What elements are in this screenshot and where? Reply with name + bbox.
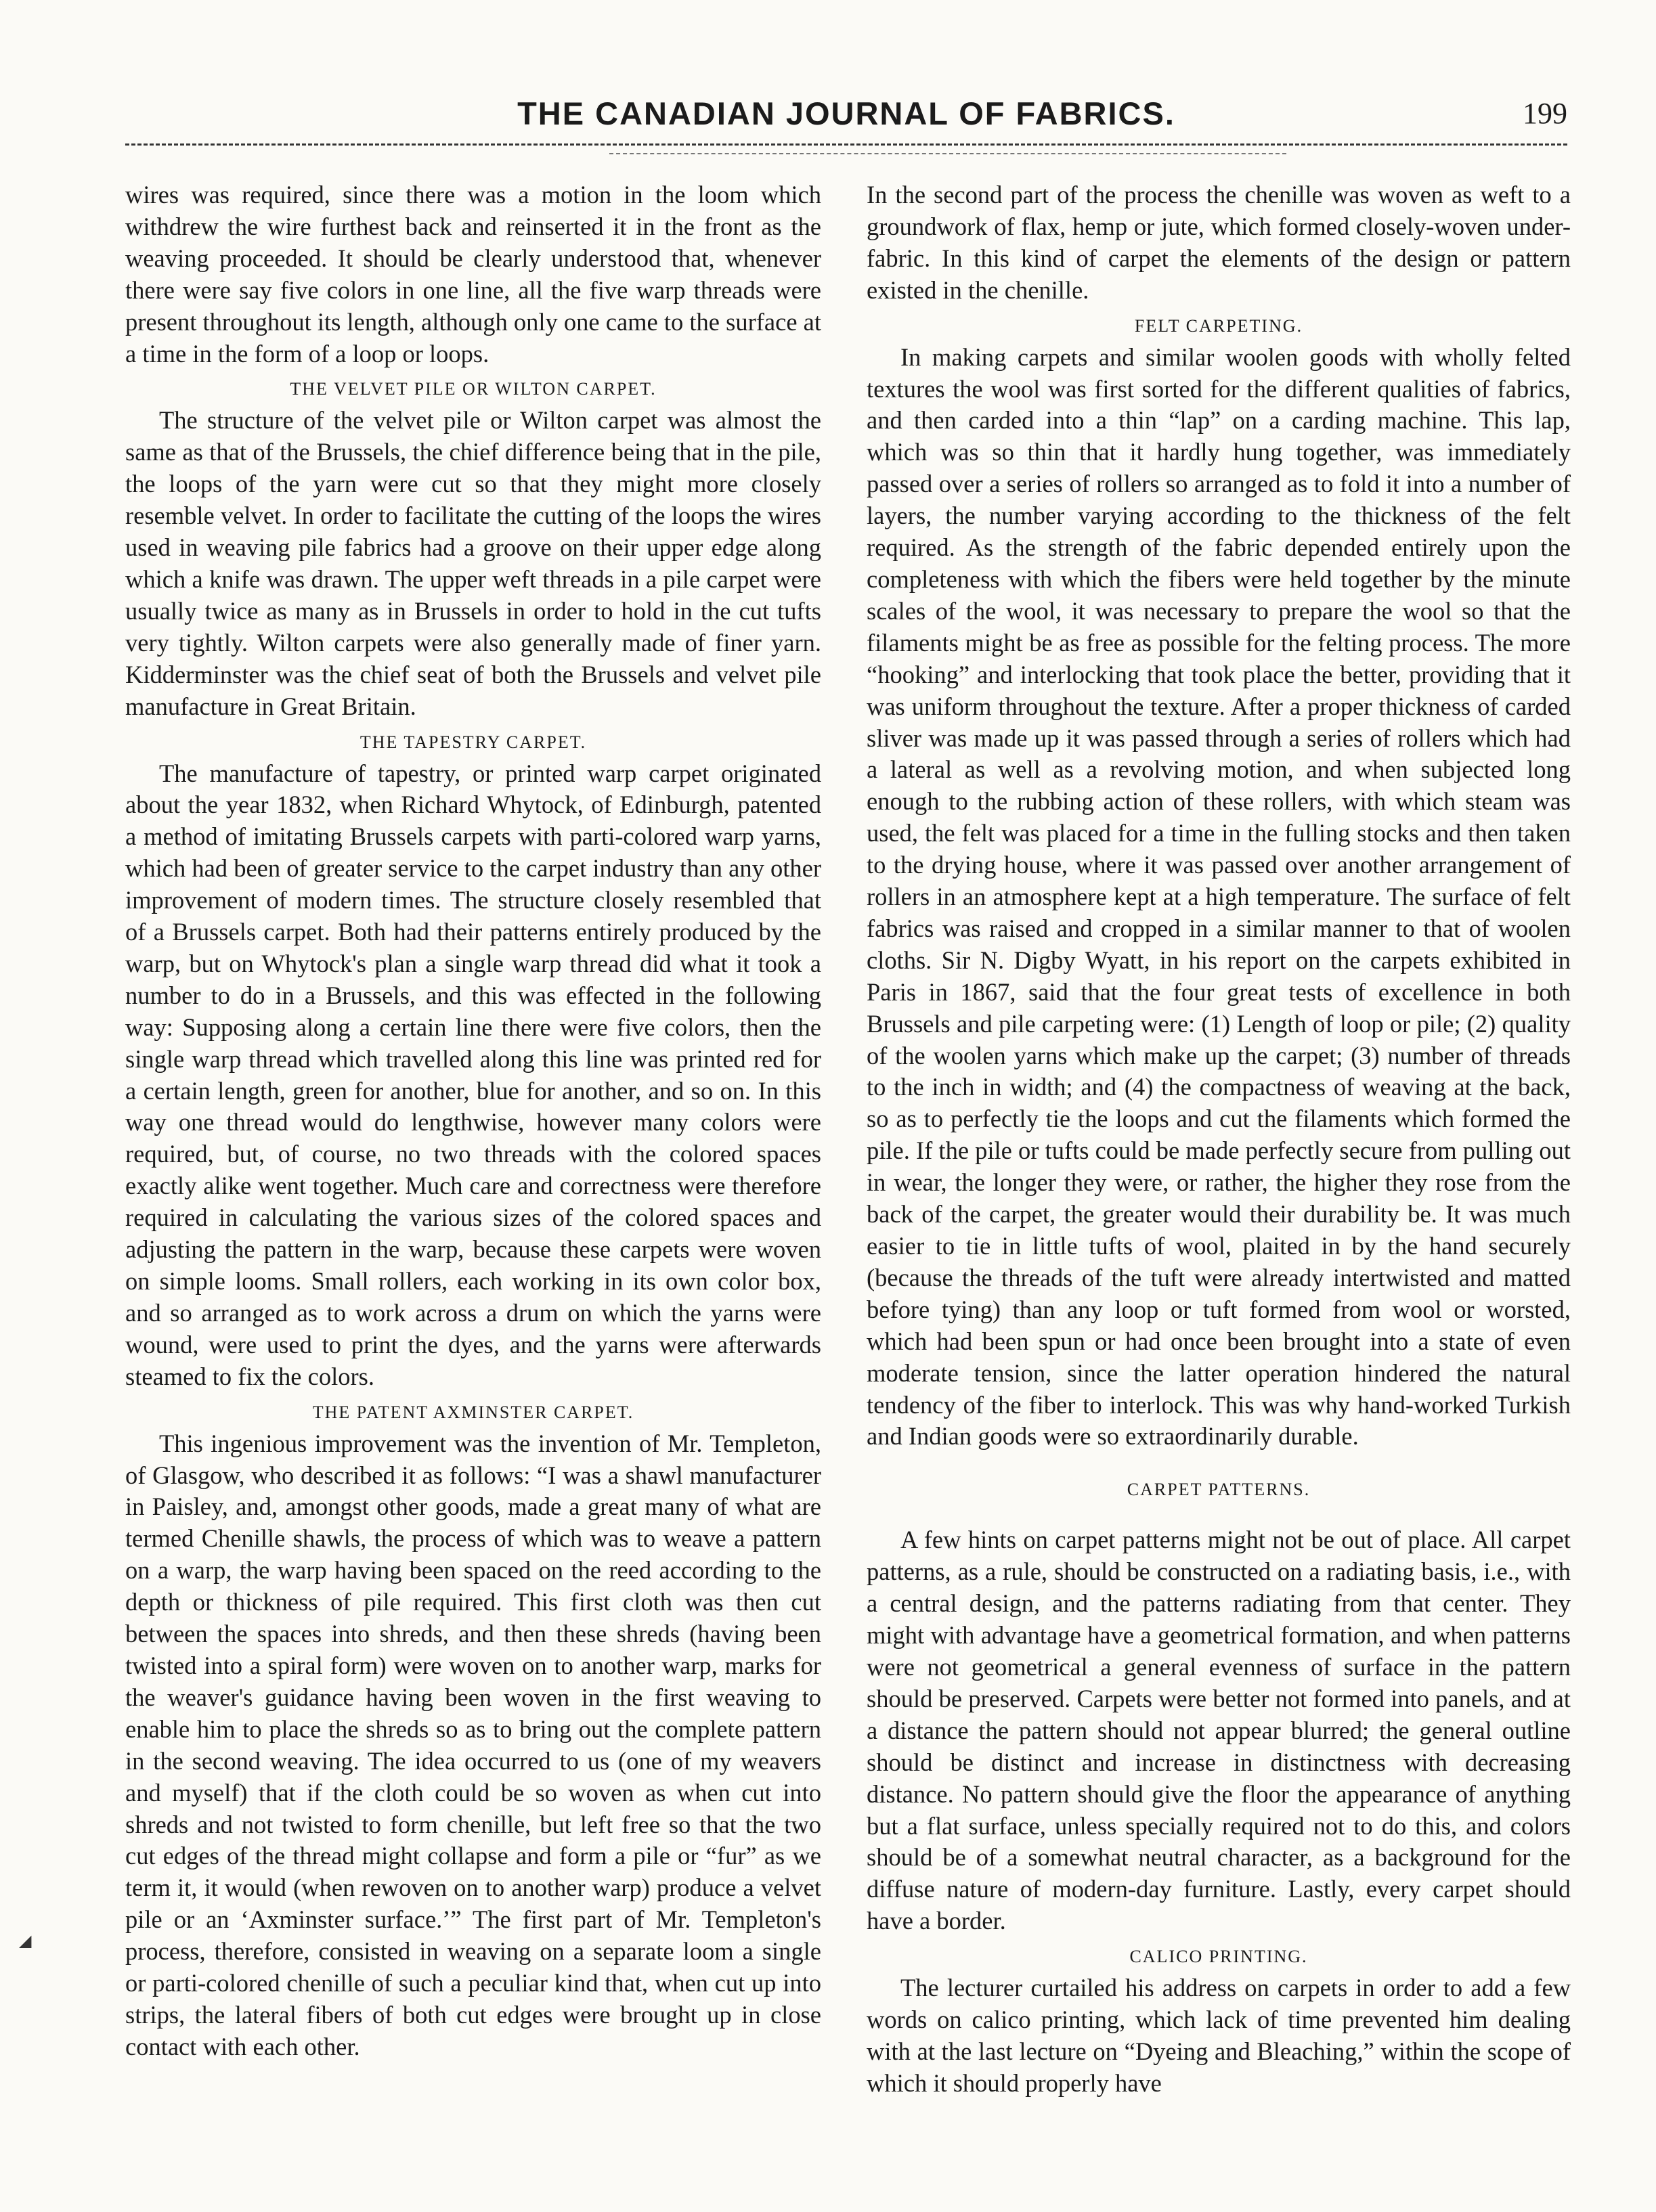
paragraph-intro: wires was required, since there was a motion in the loom which withdrew the wire furthest back and reinserted it in the front as the weaving proceeded. It should be clearly understood that, whenever there were say five colors in one line, all the five warp threads were present throughout its length, although only one came to the surface at a time in the form of a loop or loops. <box>125 181 821 368</box>
paragraph-felt-carpeting: In making carpets and similar woolen goods with wholly felted textures the wool was first sorted for the different qualities of fabrics, and then carded into a thin “lap” on a carding machine. This lap, which was so thin that it hardly hung together, was immediately passed over a series of rollers so arranged as to fold it into a number of layers, the number varying according to the thickness of the felt required. As the strength of the fabric depended entirely upon the completeness with which the fibers were held together by the minute scales of the wool, it was necessary to prepare the wool so that the filaments might be as free as possible for the felting process. The more “hooking” and interlocking that took place the better, providing that it was uniform throughout the texture. After a proper thickness of carded sliver was made up it was passed through a series of rollers which had a lateral as well as a revolving motion, and when subjected long enough to the rubbing action of these rollers, with which steam was used, the felt was placed for a time in the fulling stocks and then taken to the drying house, where it was passed over another arrangement of rollers in an atmosphere kept at a high temperature. The surface of felt fabrics was raised and cropped in a similar manner to that of woolen cloths. Sir N. Digby Wyatt, in his report on the carpets exhibited in Paris in 1867, said that the four great tests of excellence in both Brussels and pile carpeting were: (1) Length of loop or pile; (2) quality of the woolen yarns which make up the carpet; (3) number of threads to the inch in width; and (4) the compactness of weaving at the back, so as to perfectly tie the loops and cut the filaments which formed the pile. If the pile or tufts could be made perfectly secure from pulling out in wear, the longer they were, or rather, the higher they rose from the back of the carpet, the greater would their durability be. It was much easier to tie in little tufts of wool, plaited in by the hand securely (because the threads of the tuft were already intertwisted and matted before tying) than any loop or tuft formed from wool or worsted, which had been spun or had once been brought into a state of even moderate tension, since the latter operation hindered the natural tendency of the fiber to interlock. This was why hand-worked Turkish and Indian goods were so extraordinarily durable. <box>867 342 1571 1451</box>
header-rule <box>125 143 1567 146</box>
paragraph-velvet-pile: The structure of the velvet pile or Wilton carpet was almost the same as that of the Brussels, the chief difference being that in the pile, the loops of the yarn were cut so that they might more closely resemble velvet. In order to facilitate the cutting of the loops the wires used in weaving pile fabrics had a groove on their upper edge along which a knife was drawn. The upper weft threads in a pile carpet were usually twice as many as in Brussels in order to hold in the cut tufts very tightly. Wilton carpets were also generally made of finer yarn. Kidderminster was the chief seat of both the Brussels and velvet pile manufacture in Great Britain. <box>125 406 821 720</box>
paragraph-tapestry: The manufacture of tapestry, or printed warp carpet originated about the year 1832, when Richard Whytock, of Edinburgh, patented a method of imitating Brussels carpets with parti-colored warp yarns, which had been of greater service to the carpet industry than any other improvement of modern times. The structure closely resembled that of a Brussels carpet. Both had their patterns entirely produced by the warp, but on Whytock's plan a single warp thread did what it took a number to do in a Brussels, and this was effected in the following way: Supposing along a certain line there were five colors, then the single warp thread which travelled along this line was printed red for a certain length, green for another, blue for another, and so on. In this way one thread would do lengthwise, however many colors were required, but, of course, no two threads with the colored spaces exactly alike went together. Much care and correctness were therefore required in calculating the various sizes of the colored spaces and adjusting the pattern in the warp, because these carpets were woven on simple looms. Small rollers, each working in its own color box, and so arranged as to work across a drum on which the yarns were wound, were used to print the dyes, and the yarns were afterwards steamed to fix the colors. <box>125 759 821 1390</box>
heading-calico-printing: CALICO PRINTING. <box>1129 1947 1308 1967</box>
heading-tapestry: THE TAPESTRY CARPET. <box>359 732 587 752</box>
paragraph-calico-printing: The lecturer curtailed his address on carpets in order to add a few words on calico printing, which lack of time prevented him dealing with at the last lecture on “Dyeing and Bleaching,” within the scope of which it should properly have <box>867 1974 1571 2097</box>
left-column <box>125 179 821 2063</box>
header-rule-secondary <box>609 153 1286 154</box>
paragraph-chenille: In the second part of the process the chenille was woven as weft to a groundwork of flax, hemp or jute, which formed closely-woven under-fabric. In this kind of carpet the elements of the design or pattern existed in the chenille. <box>867 181 1571 304</box>
journal-title: THE CANADIAN JOURNAL OF FABRICS. <box>517 95 1175 131</box>
margin-mark <box>14 1144 24 1155</box>
heading-velvet-pile: THE VELVET PILE OR WILTON CARPET. <box>290 379 657 399</box>
heading-axminster: THE PATENT AXMINSTER CARPET. <box>312 1402 634 1422</box>
page-header <box>125 95 1567 149</box>
right-column <box>867 179 1571 2100</box>
page-number: 199 <box>1523 97 1567 130</box>
paragraph-carpet-patterns: A few hints on carpet patterns might not be out of place. All carpet patterns, as a rule, should be constructed on a radiating basis, i.e., with a central design, and the patterns radiating from that center. They might with advantage have a geometrical formation, and when patterns were not geometrical a general evenness of surface in the pattern should be preserved. Carpets were better not formed into panels, and at a distance the pattern should not appear blurred; the general outline should be distinct and increase in distinctness with decreasing distance. No pattern should give the floor the appearance of anything but a flat surface, unless specially required not to do this, and colors should be of a somewhat neutral character, as a background for the diffuse nature of modern-day furniture. Lastly, every carpet should have a border. <box>867 1526 1571 1935</box>
heading-carpet-patterns: CARPET PATTERNS. <box>1127 1480 1311 1500</box>
margin-arrow-icon: ◢ <box>19 1932 32 1950</box>
paragraph-axminster: This ingenious improvement was the invention of Mr. Templeton, of Glasgow, who described it as follows: “I was a shawl manufacturer in Paisley, and, amongst other goods, made a great many of what are termed Chenille shawls, the process of which was to weave a pattern on a warp, the warp having been spaced on the reed according to the depth or thickness of pile required. This first cloth was then cut between the spaces into shreds, and then these shreds (having been twisted into a spiral form) were woven on to another warp, marks for the weaver's guidance having been woven in the first weaving to enable him to place the shreds so as to bring out the complete pattern in the second weaving. The idea occurred to us (one of my weavers and myself) that if the cloth could be so woven as when cut into shreds and not twisted to form chenille, but left free so that the two cut edges of the thread might collapse and form a pile or “fur” as we term it, it would (when rewoven on to another warp) produce a velvet pile or an ‘Axminster surface.’” The first part of Mr. Templeton's process, therefore, consisted in weaving on a separate loom a single or parti-colored chenille of such a peculiar kind that, when cut up into strips, the lateral fibers of both cut edges were brought up in close contact with each other. <box>125 1429 821 2060</box>
heading-felt-carpeting: FELT CARPETING. <box>1134 315 1303 336</box>
